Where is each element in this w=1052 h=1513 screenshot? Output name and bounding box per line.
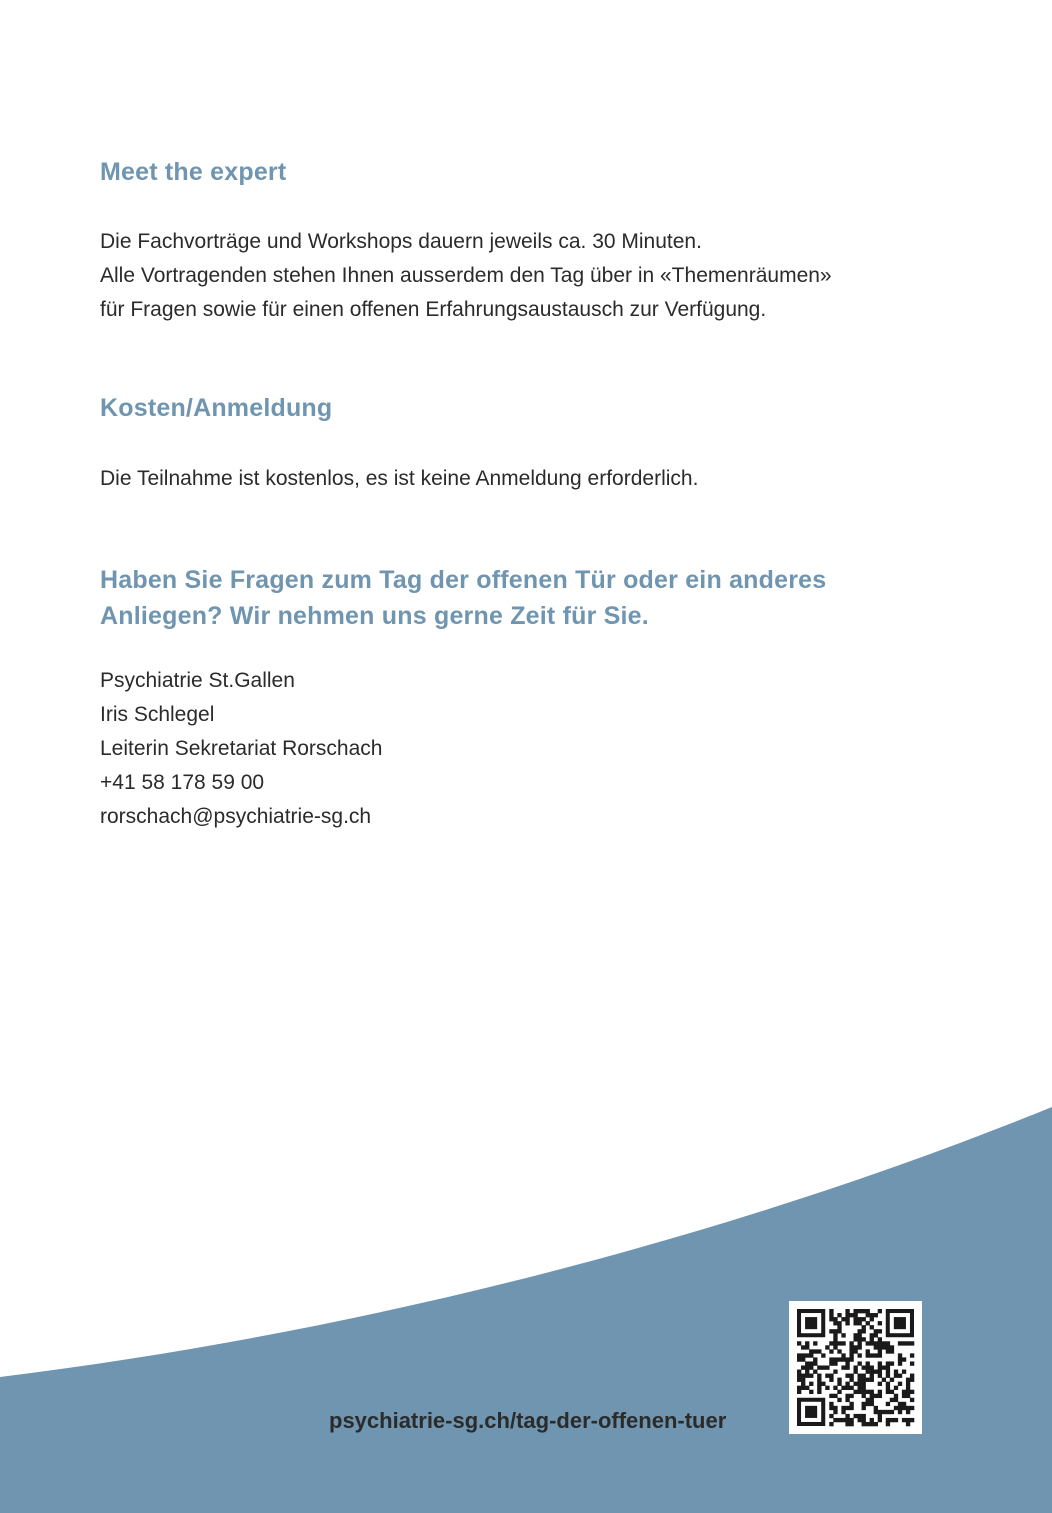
contact-organization: Psychiatrie St.Gallen — [100, 669, 295, 692]
contact-role: Leiterin Sekretariat Rorschach — [100, 737, 383, 760]
website-url[interactable]: psychiatrie-sg.ch/tag-der-offenen-tuer — [329, 1408, 727, 1433]
qr-code-icon — [789, 1301, 922, 1434]
section-title-questions — [100, 562, 826, 634]
section-title-meet-the-expert: Meet the expert — [100, 158, 287, 186]
meet-the-expert-text — [100, 225, 832, 327]
text-line: für Fragen sowie für einen offenen Erfahrungsaustausch zur Verfügung. — [100, 298, 767, 321]
text-line: Alle Vortragenden stehen Ihnen ausserdem den Tag über in «Themenräumen» — [100, 264, 832, 287]
text-line: Die Fachvorträge und Workshops dauern jeweils ca. 30 Minuten. — [100, 230, 702, 253]
section-title-kosten-anmeldung: Kosten/Anmeldung — [100, 394, 333, 422]
title-line: Anliegen? Wir nehmen uns gerne Zeit für Sie. — [100, 602, 649, 630]
contact-block — [100, 664, 382, 834]
contact-phone[interactable]: +41 58 178 59 00 — [100, 771, 265, 794]
contact-name: Iris Schlegel — [100, 703, 215, 726]
kosten-anmeldung-text: Die Teilnahme ist kostenlos, es ist keine Anmeldung erforderlich. — [100, 467, 699, 490]
title-line: Haben Sie Fragen zum Tag der offenen Tür oder ein anderes — [100, 566, 827, 594]
contact-email[interactable]: rorschach@psychiatrie-sg.ch — [100, 805, 372, 828]
